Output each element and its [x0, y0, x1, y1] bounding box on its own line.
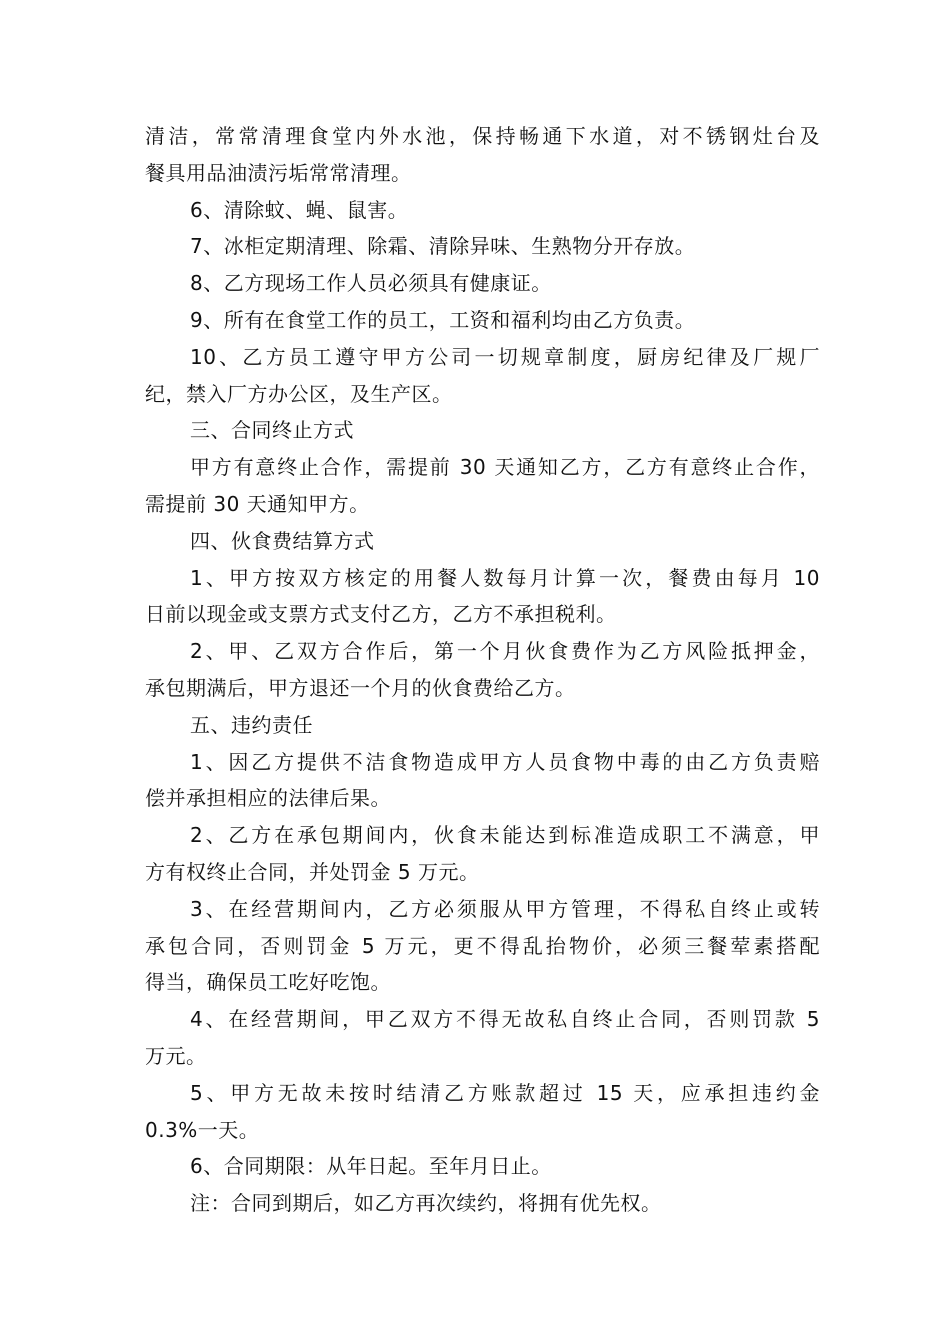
text-line: 餐具用品油渍污垢常常清理。 — [145, 160, 412, 185]
text-line: 2、乙方在承包期间内，伙食未能达到标准造成职工不满意，甲 — [190, 823, 820, 848]
section-heading: 三、合同终止方式 — [190, 418, 354, 443]
text-line: 承包合同，否则罚金 5 万元，更不得乱抬物价，必须三餐荤素搭配 — [145, 933, 820, 958]
text-line: 7、冰柜定期清理、除霜、清除异味、生熟物分开存放。 — [190, 234, 696, 259]
text-line: 2、甲、乙双方合作后，第一个月伙食费作为乙方风险抵押金， — [190, 639, 820, 664]
section-heading: 五、违约责任 — [190, 712, 313, 737]
text-line: 甲方有意终止合作，需提前 30 天通知乙方，乙方有意终止合作， — [190, 455, 820, 480]
text-line: 8、乙方现场工作人员必须具有健康证。 — [190, 271, 552, 296]
text-line: 1、因乙方提供不洁食物造成甲方人员食物中毒的由乙方负责赔 — [190, 749, 820, 774]
text-line: 日前以现金或支票方式支付乙方，乙方不承担税利。 — [145, 602, 617, 627]
text-line: 偿并承担相应的法律后果。 — [145, 786, 391, 811]
text-line: 10、乙方员工遵守甲方公司一切规章制度，厨房纪律及厂规厂 — [190, 344, 820, 369]
text-line: 方有权终止合同，并处罚金 5 万元。 — [145, 859, 480, 884]
text-line: 需提前 30 天通知甲方。 — [145, 491, 370, 516]
text-line: 9、所有在食堂工作的员工，工资和福利均由乙方负责。 — [190, 307, 696, 332]
section-heading: 四、伙食费结算方式 — [190, 528, 375, 553]
text-line: 5、甲方无故未按时结清乙方账款超过 15 天，应承担违约金 — [190, 1080, 820, 1105]
text-line: 3、在经营期间内，乙方必须服从甲方管理，不得私自终止或转 — [190, 896, 820, 921]
text-line: 6、清除蚊、蝇、鼠害。 — [190, 197, 409, 222]
text-line: 纪，禁入厂方办公区，及生产区。 — [145, 381, 453, 406]
note-line: 注：合同到期后，如乙方再次续约，将拥有优先权。 — [190, 1191, 662, 1216]
text-line: 得当，确保员工吃好吃饱。 — [145, 970, 391, 995]
text-line: 万元。 — [145, 1043, 207, 1068]
text-line: 6、合同期限：从年日起。至年月日止。 — [190, 1154, 552, 1179]
text-line: 清洁，常常清理食堂内外水池，保持畅通下水道，对不锈钢灶台及 — [145, 124, 820, 148]
text-line: 0.3%一天。 — [145, 1117, 260, 1142]
text-line: 承包期满后，甲方退还一个月的伙食费给乙方。 — [145, 675, 576, 700]
text-line: 4、在经营期间，甲乙双方不得无故私自终止合同，否则罚款 5 — [190, 1007, 820, 1032]
text-line: 1、甲方按双方核定的用餐人数每月计算一次，餐费由每月 10 — [190, 565, 820, 590]
contract-text — [145, 118, 820, 1222]
